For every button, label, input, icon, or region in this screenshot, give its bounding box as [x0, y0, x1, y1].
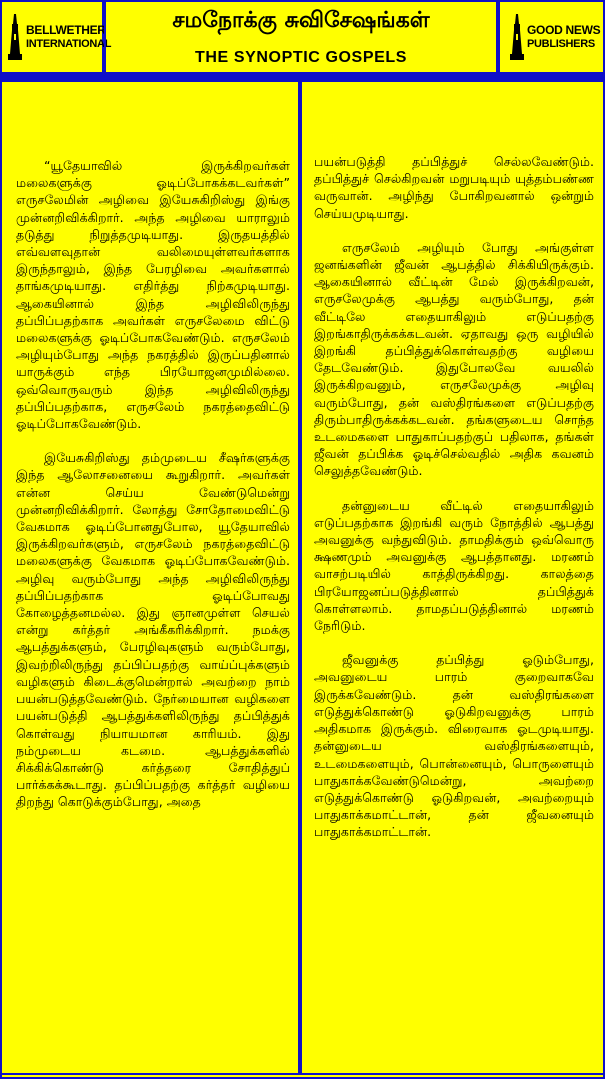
- paragraph: தன்னுடைய வீட்டில் எதையாகிலும் எடுப்பதற்காக இறங்கி வரும் நோத்தில் ஆபத்து அவனுக்கு வந்துவிடும். தாமதிக்கும் ஒவ்வொரு க்ஷணமும் அவனுக்கு ஆபத்தானது. மரணம் வாசற்படியில் காத்திருக்கிறது. காலத்தை பிரயோஜனப்படுத்தினால் தப்பித்துக் கொள்ளலாம். தாமதப்படுத்தினால் மரணம் நேரிடும்.: [314, 497, 594, 634]
- logo-line-1: GOOD NEWS: [527, 23, 601, 37]
- publisher-logo-right: [498, 0, 605, 74]
- tower-icon: [510, 14, 524, 60]
- logo-line-2: INTERNATIONAL: [26, 38, 112, 50]
- paragraph: பயன்படுத்தி தப்பித்துச் செல்லவேண்டும். தப்பித்துச் செல்கிறவன் மறுபடியும் யுத்தம்பண்ண வருவான். அழிந்து போகிறவனால் ஒன்றும் செய்யமுடியாது.: [314, 154, 594, 221]
- paragraph: எருசலேம் அழியும் போது அங்குள்ள ஜனங்களின் ஜீவன் ஆபத்தில் சிக்கியிருக்கும். ஆகையினால் வீட்டின் மேல் இருக்கிறவன், எருசலேமுக்கு ஆபத்து வரும்போது, தன் வீட்டிலே எதையாகிலும் எடுப்பதற்கு இறங்காதிருக்கக்கடவன். ஏதாவது ஒரு வழியில் இறங்கி தப்பித்துக்கொள்வதற்கு வழியை தேடவேண்டும். இதுபோலவே வயலில் இருக்கிறவனும், எருசலேமுக்கு அழிவு வரும்போது, தன் வஸ்திரங்களை எடுப்பதற்கு திரும்பாதிருக்கக்கடவன். தங்களுடைய சொந்த உடமைகளை பாதுகாப்பதற்குப் பதிலாக, தங்கள் ஜீவன் தப்பிக்க ஓடிச்செல்வதில் அதிக கவனம் செலுத்தவேண்டும்.: [314, 239, 594, 479]
- left-column: [0, 80, 300, 1075]
- page-title-english: THE SYNOPTIC GOSPELS: [194, 49, 408, 66]
- right-column: [300, 80, 605, 1075]
- tower-icon: [8, 14, 22, 60]
- left-column-text: [16, 157, 290, 811]
- page-title-tamil: சமநோக்கு சுவிசேஷங்கள்: [172, 8, 430, 33]
- paragraph: “யூதேயாவில் இருக்கிறவர்கள் மலைகளுக்கு ஓடிப்போகக்கடவர்கள்” எருசலேமின் அழிவை இயேசுகிறிஸ்து இங்கு முன்னறிவிக்கிறார். அந்த அழிவை யாராலும் தடுத்து நிறுத்தமுடியாது. இருதயத்தில் எவ்வளவுதான் வலிமையுள்ளவர்களாக இருந்தாலும், இந்த பேரழிவை அவர்களால் தாங்கமுடியாது. எதிர்த்து நிற்கமுடியாது. ஆகையினால் இந்த அழிவிலிருந்து தப்பிப்பதற்காக அவர்கள் எருசலேமை விட்டு மலைகளுக்கு ஓடிப்போகவேண்டும். எருசலேம் அழியும்போது அந்த நகரத்தில் இருப்பதினால் யாருக்கும் எந்த பிரயோஜனமுமில்லை. ஒவ்வொருவரும் இந்த அழிவிலிருந்து தப்பிப்பதற்காக, எருசலேம் நகரத்தைவிட்டு ஓடிப்போகவேண்டும்.: [16, 158, 290, 432]
- title-box: [104, 0, 498, 74]
- publisher-logo-left: [0, 0, 112, 74]
- paragraph: ஜீவனுக்கு தப்பித்து ஓடும்போது, அவனுடைய பாரம் குறைவாகவே இருக்கவேண்டும். தன் வஸ்திரங்களை எடுத்துக்கொண்டு ஓடுகிறவனுக்கு பாரம் அதிகமாக இருக்கும். விரைவாக ஓடமுடியாது. தன்னுடைய வஸ்திரங்களையும், உடமைகளையும், பொன்னையும், பொருளையும் பாதுகாக்கவேண்டுமென்று, அவற்றை எடுத்துக்கொண்டு ஓடுகிறவன், அவற்றையும் பாதுகாக்கமாட்டான், தன் ஜீவனையும் பாதுகாக்கமாட்டான்.: [314, 652, 594, 840]
- right-column-text: [314, 153, 594, 841]
- logo-line-1: BELLWETHER: [26, 23, 106, 37]
- logo-line-2: PUBLISHERS: [527, 38, 595, 50]
- page-header: [0, 0, 605, 78]
- paragraph: இயேசுகிறிஸ்து தம்முடைய சீஷர்களுக்கு இந்த ஆலோசனையை கூறுகிறார். அவர்கள் என்ன செய்ய வேண்டுமென்று முன்னறிவிக்கிறார். லோத்து சோதோமைவிட்டு வேகமாக ஓடிப்போனதுபோல, யூதேயாவில் இருக்கிறவர்களும், எருசலேம் நகரத்தைவிட்டு மலைகளுக்கு வேகமாக ஓடிப்போகவேண்டும். அழிவு வரும்போது அந்த அழிவிலிருந்து தப்பிப்பதற்காக ஓடிப்போவது கோழைத்தனமல்ல. இது ஞானமுள்ள செயல் என்று கர்த்தர் அங்கீகரிக்கிறார். நமக்கு ஆபத்துக்களும், பேரழிவுகளும் வரும்போது, இவற்றிலிருந்து தப்பிப்பதற்கு வாய்ப்புக்களும் வழிகளும் கிடைக்குமென்றால் அவற்றை நாம் பயன்படுத்தவேண்டும். நேர்மையான வழிகளை பயன்படுத்தி ஆபத்துக்களிலிருந்து தப்பித்துக் கொள்வது நியாயமான காரியம். இது நம்முடைய கடமை. ஆபத்துக்களில் சிக்கிக்கொண்டு கர்த்தரை சோதித்துப் பார்க்கக்கூடாது. தப்பிப்பதற்கு கர்த்தர் வழியை திறந்து கொடுக்கும்போது, அதை: [16, 450, 290, 810]
